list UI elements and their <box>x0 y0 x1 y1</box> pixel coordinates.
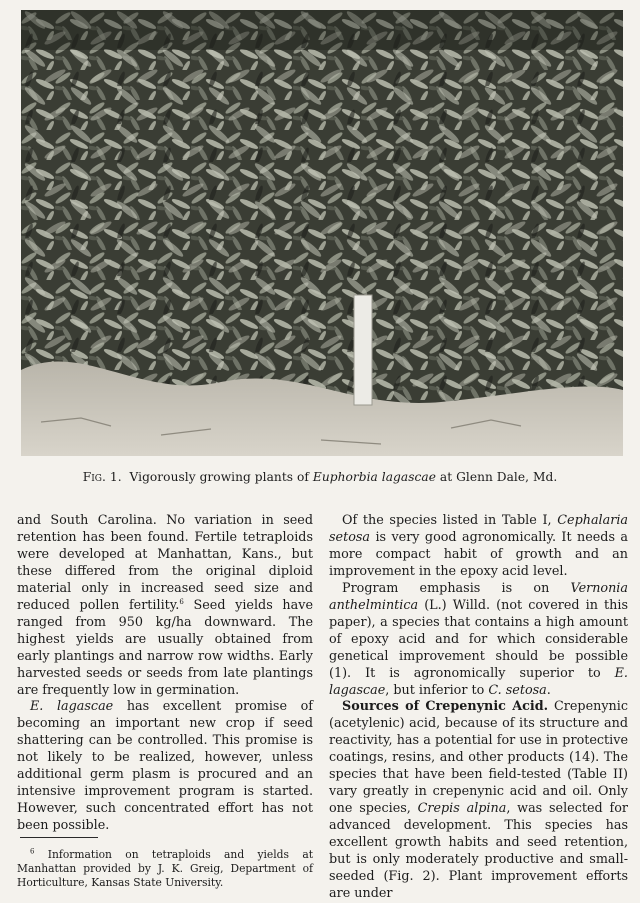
right-paragraph-3-species: Crepis alpina <box>417 801 507 817</box>
right-paragraph-2-comparison: , but inferior to <box>385 682 489 698</box>
right-paragraph-2-text: Program emphasis is on <box>342 580 571 596</box>
caption-text: Vigorously growing plants of <box>129 470 313 484</box>
left-paragraph-1-text: and South Carolina. No variation in seed retention has been found. Fertile tetraploids were developed at Manhattan, Kans., but these differed from the original diploid material only in increased seed size and reduced pollen fertility. <box>17 513 313 613</box>
figure-label: Fig. 1. <box>82 470 122 484</box>
right-paragraph-2 <box>329 581 628 700</box>
plant-photograph <box>21 10 623 456</box>
right-paragraph-2-species: Vernonia anthelmintica <box>329 580 628 613</box>
footnote-text: Information on tetraploids and yields at Manhattan provided by J. K. Greig, Department of Horticulture, Kansas State University. <box>17 848 313 889</box>
right-paragraph-1-species: Cephalaria setosa <box>329 513 628 545</box>
left-paragraph-1-rest: Seed yields have ranged from 950 kg/ha downward. The highest yields are usually obtained from early plantings and narrow row widths. Early harvested seeds or seeds from late plantings are frequently low in germination. <box>17 597 313 698</box>
caption-location: at Glenn Dale, Md. <box>435 470 558 484</box>
left-paragraph-1 <box>17 513 313 699</box>
right-paragraph-3 <box>329 699 628 902</box>
footnote-number: 6 <box>30 847 35 856</box>
footnote-rule <box>20 837 98 838</box>
footnote-marker: 6 <box>179 597 184 606</box>
left-paragraph-2 <box>17 699 313 835</box>
left-paragraph-2-species: E. lagascae <box>30 699 114 715</box>
figure-caption <box>0 470 640 484</box>
right-paragraph-2-end: . <box>546 682 551 698</box>
right-paragraph-2-middle: (L.) Willd. (not covered in this paper), a species that contains a high amount of epoxy acid and for which considerable genetical improvement should be possible (1). It is agronomically superior to <box>329 597 628 681</box>
left-paragraph-2-text: has excellent promise of becoming an important new crop if seed shattering can be controlled. This promise is not likely to be realized, however, unless additional germ plasm is procured and an intensive improvement program is started. However, such concentrated effort has not been possible. <box>17 699 313 834</box>
right-paragraph-1 <box>329 513 628 581</box>
right-paragraph-2-species-2: E. lagascae <box>329 665 628 698</box>
right-paragraph-1-text: Of the species listed in Table I, <box>342 513 558 528</box>
right-paragraph-3-rest: , was selected for advanced development. This species has excellent growth habits and seed retention, but is only moderately productive and small-seeded (Fig. 2). Plant improvement efforts are under <box>329 801 628 901</box>
footnote <box>17 848 313 890</box>
caption-species: Euphorbia lagascae <box>312 470 436 484</box>
right-paragraph-1-rest: is very good agronomically. It needs a more compact habit of growth and an improvement in the epoxy acid level. <box>329 529 628 579</box>
right-paragraph-3-text: Crepenynic (acetylenic) acid, because of its structure and reactivity, has a potential for use in protective coatings, resins, and other products (14). The species that have been field-tested (Table II) vary greatly in crepenynic acid and oil. Only one species, <box>329 699 628 817</box>
right-column <box>329 513 628 903</box>
section-heading-crepenynic: Sources of Crepenynic Acid. <box>342 699 549 715</box>
left-column <box>17 513 313 835</box>
right-paragraph-2-species-3: C. setosa <box>488 682 547 698</box>
